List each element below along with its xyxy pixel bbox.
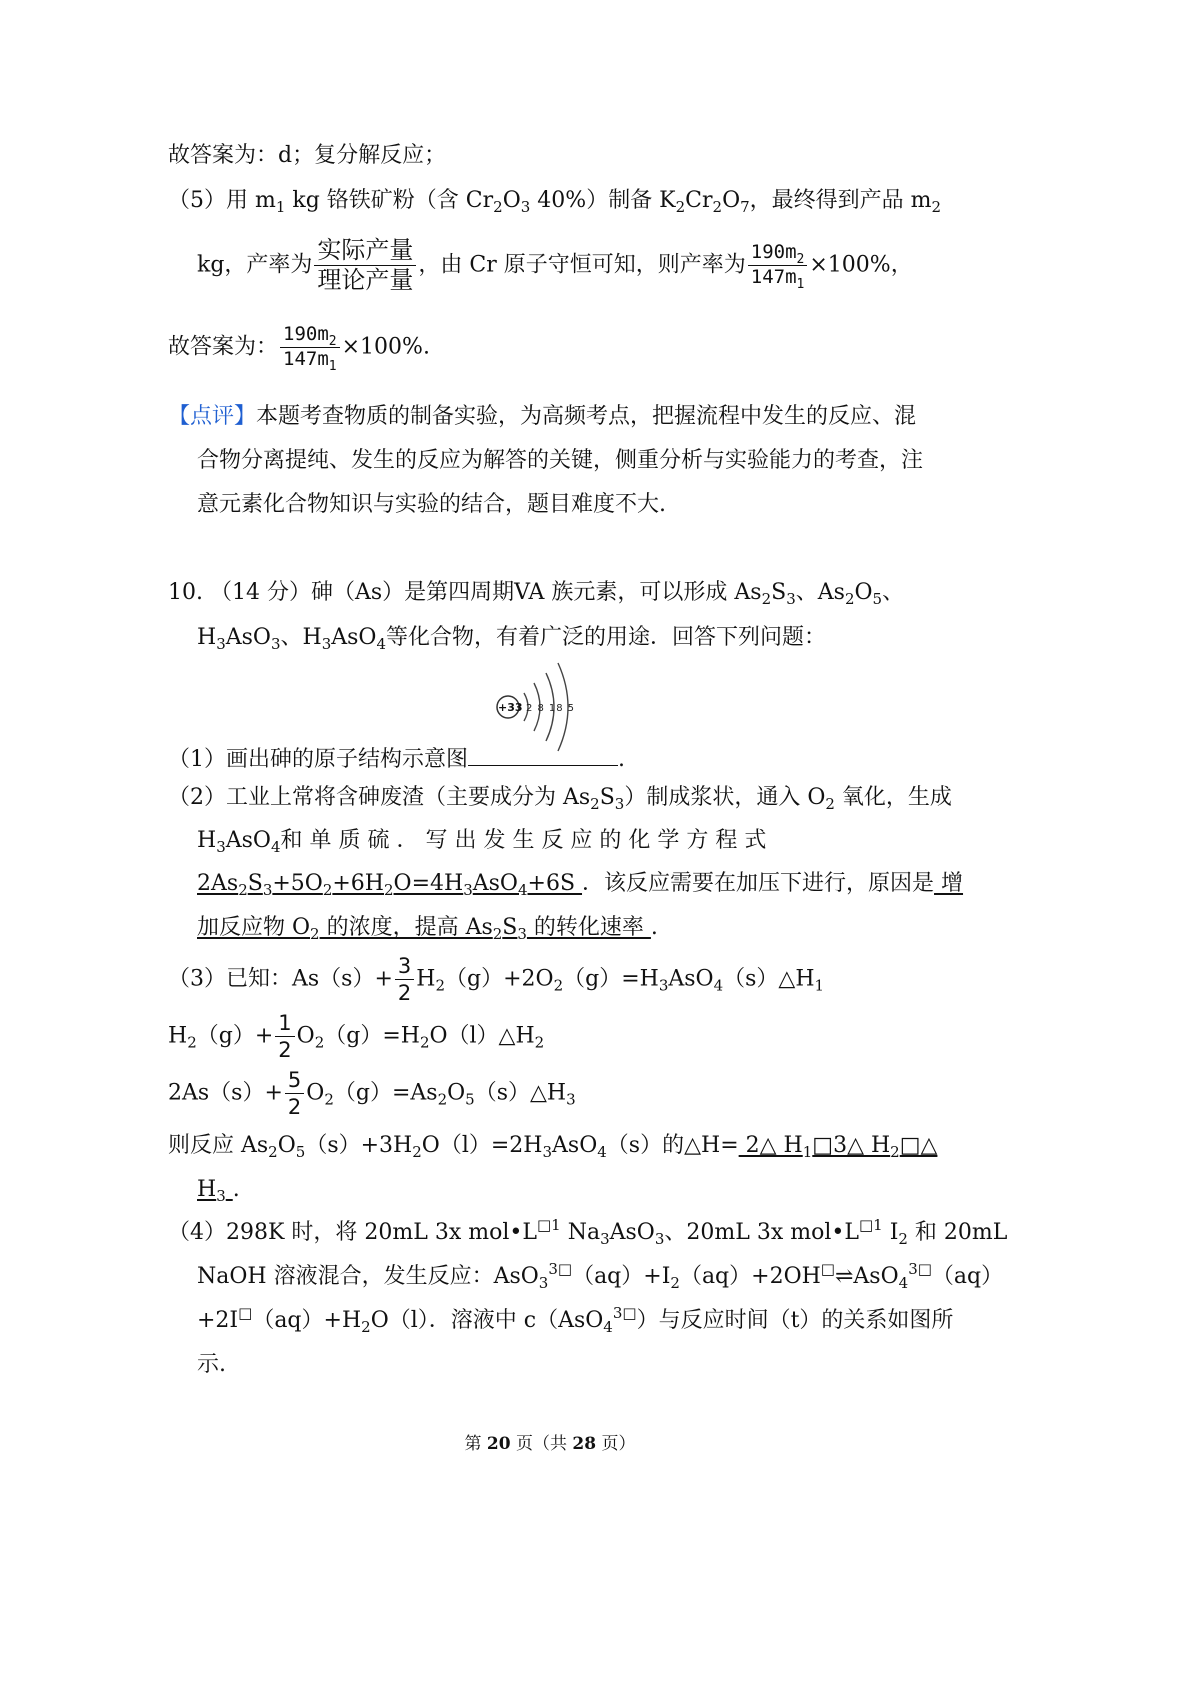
reason-answer-end: 加反应物 $O_2$ 的浓度，提高 $As_2S_3$ 的转化速率	[197, 915, 651, 943]
comment-line-3: 意元素化合物知识与实验的结合，题目难度不大.	[197, 492, 666, 517]
part5-line-2: kg，产率为 $\frac{\text{实际产量}}{\text{理论产量}}$ ，由 Cr 原子守恒可知，则产率为 $\frac{190m_2}{147m_1}$ ×100%，	[197, 236, 913, 295]
yield-fraction: $\frac{\text{实际产量}}{\text{理论产量}}$	[314, 238, 416, 293]
part-3-line-2: $H_2(g)+$ $\frac{1}{2}$ $O_2(g)=H_2O(l)\triangle H_2$	[168, 1011, 545, 1063]
total-pages: 28	[572, 1434, 597, 1454]
part-2-line-2: $H_3AsO_4$和 单 质 硫 ． 写 出 发 生 反 应 的 化 学 方 程 式	[197, 828, 767, 856]
part-4-line-2: NaOH 溶液混合，发生反应：$AsO_3^{3□}(aq)+I_2(aq)+2OH^□\rightleftharpoons AsO_4^{3□}(aq)$	[197, 1260, 1004, 1292]
answer-line-5: 故答案为： $\frac{190m_2}{147m_1}$ ×100%.	[168, 323, 430, 374]
arsenic-atom-diagram	[488, 655, 588, 755]
comment-line-1: 【点评】本题考查物质的制备实验，为高频考点，把握流程中发生的反应、混	[168, 404, 917, 429]
enthalpy-answer-end: $H_3$	[197, 1177, 226, 1205]
atom-shell-labels: 2 8 18 5	[526, 703, 574, 714]
part-2-line-3: $2As_2S_3+5O_2+6H_2O=4H_3AsO_4+6S$ ．该反应需要在加压下进行，原因是 增	[197, 871, 964, 899]
comment-line-2: 合物分离提纯、发生的反应为解答的关键，侧重分析与实验能力的考查，注	[197, 448, 924, 473]
part-4-line-1: （4）298K 时，将 20mL 3x $mol•L^{□1}$ $Na_3AsO_3$、20mL 3x $mol•L^{□1}$ $I_2$ 和 20mL	[168, 1216, 1008, 1248]
page-footer: 第 20 页（共 28 页）	[464, 1434, 636, 1454]
part-3-line-1: （3）已知：As（s）+ $\frac{3}{2}$ $H_2(g)+2O_2(g)=H_3AsO_4(s)\triangle H_1$	[168, 954, 825, 1006]
part-4-line-3: $+2I^□(aq)+H_2O(l)$．溶液中 c（AsO$_4^{3□}$）与反应时间（t）的关系如图所	[197, 1304, 954, 1336]
atom-nucleus-label: +33	[498, 701, 523, 714]
part-2-line-1: （2）工业上常将含砷废渣（主要成分为 $As_2S_3$）制成浆状，通入 $O_2$ 氧化，生成	[168, 785, 952, 813]
question-10-line-2: $H_3AsO_3$、$H_3AsO_4$等化合物，有着广泛的用途．回答下列问题：	[197, 625, 827, 653]
reason-answer-start: 增	[934, 871, 964, 896]
enthalpy-answer-start: 2△ $H_1□3\triangle$ $H_2□\triangle$	[738, 1133, 938, 1161]
current-page-number: 20	[486, 1434, 511, 1454]
question-10-line-1: 10. （14 分）砷（As）是第四周期VA 族元素，可以形成 $As_2S_3$、$As_2O_5$、	[168, 580, 905, 608]
answer-blank	[468, 745, 618, 766]
part-1-line: （1）画出砷的原子结构示意图 .	[168, 747, 625, 772]
part5-line-1: （5）用 $m_1$ kg 铬铁矿粉（含 $Cr_2O_3$ 40%）制备 $K_2Cr_2O_7$，最终得到产品 $m_2$	[168, 188, 942, 216]
equation-answer: $2As_2S_3+5O_2+6H_2O=4H_3AsO_4+6S$	[197, 871, 583, 899]
part-3-line-3: 2As（s）+ $\frac{5}{2}$ $O_2(g)=As_2O_5(s)\triangle H_3$	[168, 1068, 576, 1120]
part-4-line-4: 示.	[197, 1352, 226, 1377]
comment-tag: 【点评】	[168, 404, 257, 429]
answer-fraction: $\frac{190m_2}{147m_1}$	[280, 325, 340, 370]
yield-formula-fraction: $\frac{190m_2}{147m_1}$	[748, 243, 808, 288]
part-3-line-5: $H_3$ .	[197, 1177, 240, 1205]
answer-line-4: 故答案为：d；复分解反应；	[168, 143, 447, 168]
part-3-line-4: 则反应 $As_2O_5(s)+3H_2O(l)=2H_3AsO_4(s)$的△H= 2△ $H_1□3\triangle$ $H_2□\triangle$	[168, 1133, 938, 1161]
part-2-line-4: 加反应物 $O_2$ 的浓度，提高 $As_2S_3$ 的转化速率 .	[197, 915, 658, 943]
